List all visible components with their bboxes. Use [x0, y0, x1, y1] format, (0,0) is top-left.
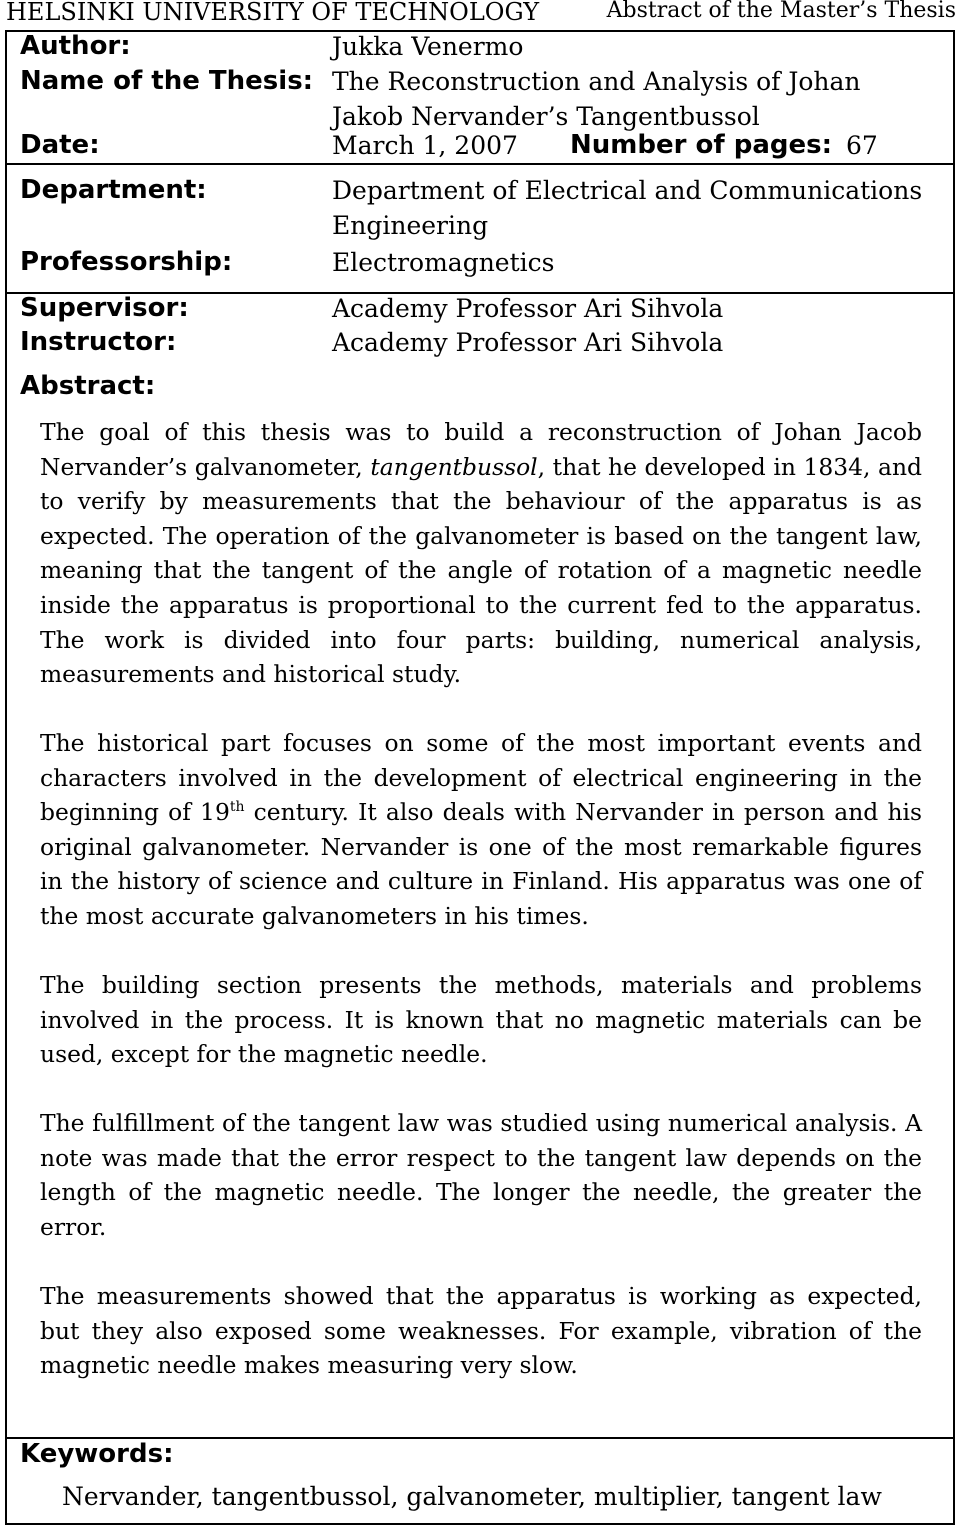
abstract-paragraph-5: The measurements showed that the apparatus is working as expected, but they also exposed some weaknesses. For example, vibration of the magnetic needle makes measuring very slow. [40, 1282, 922, 1380]
professorship-label: Professorship: [20, 247, 233, 277]
instructor-label: Instructor: [20, 327, 177, 357]
superscript: th [229, 799, 245, 816]
abstract-paragraph-1: The goal of this thesis was to build a reconstruction of Johan Jacob Nervander’s galvanometer, tangentbussol, that he developed in 1834, and to verify by measurements that the behaviour of the apparatus is as expected. The operation of the galvanometer is based on the tangent law, meaning that the tangent of the angle of rotation of a magnetic needle inside the apparatus is proportional to the current fed to the apparatus. The work is divided into four parts: building, numerical analysis, measurements and historical study. [40, 418, 923, 689]
keywords-value: Nervander, tangentbussol, galvanometer, multiplier, tangent law [62, 1482, 882, 1511]
supervisor-label: Supervisor: [20, 293, 189, 323]
abstract-paragraph-2: The historical part focuses on some of the most important events and characters involved in the development of electrical engineering in the beginning of 19th century. It also deals with Nervander in person and his original galvanometer. Nervander is one of the most remarkable figures in the history of science and culture in Finland. His apparatus was one of the most accurate galvanometers in his times. [40, 729, 922, 930]
thesis-title-line1: The Reconstruction and Analysis of Johan [332, 67, 861, 96]
department-line1: Department of Electrical and Communications [332, 176, 923, 205]
author-label: Author: [20, 31, 131, 61]
divider [5, 163, 955, 165]
emphasis-term: tangentbussol [370, 452, 538, 481]
thesis-title-line2: Jakob Nervander’s Tangentbussol [332, 102, 760, 131]
date-label: Date: [20, 130, 100, 160]
abstract-paragraph-4: The fulfillment of the tangent law was studied using numerical analysis. A note was made that the error respect to the tangent law depends on the length of the magnetic needle. The longer the needle, the greater the error. [40, 1109, 922, 1241]
abstract-label: Abstract: [20, 371, 156, 401]
professorship-value: Electromagnetics [332, 248, 555, 277]
date-value: March 1, 2007 [332, 131, 518, 160]
university-name: HELSINKI UNIVERSITY OF TECHNOLOGY [6, 0, 540, 26]
pages-value: 67 [846, 131, 878, 160]
document-type: Abstract of the Master’s Thesis [606, 0, 956, 23]
abstract-paragraph-3: The building section presents the methods, materials and problems involved in the process. It is known that no magnetic materials can be used, except for the magnetic needle. [40, 971, 922, 1069]
instructor-value: Academy Professor Ari Sihvola [332, 328, 724, 357]
department-line2: Engineering [332, 211, 489, 240]
supervisor-value: Academy Professor Ari Sihvola [332, 294, 724, 323]
pages-label: Number of pages: [570, 130, 832, 160]
department-label: Department: [20, 175, 207, 205]
keywords-label: Keywords: [20, 1439, 174, 1469]
thesis-label: Name of the Thesis: [20, 66, 314, 96]
author-value: Jukka Venermo [332, 32, 524, 61]
